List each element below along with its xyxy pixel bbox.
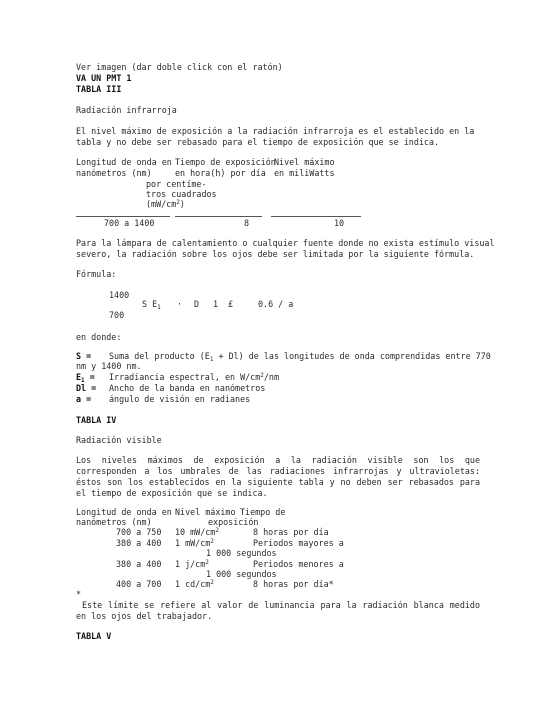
formula-lower-limit: 700	[109, 310, 125, 320]
formula-pound: £	[228, 299, 234, 309]
t3-row-wavelength: 700 a 1400	[104, 218, 155, 228]
footnote-text: Este límite se refiere al valor de luminancia para la radiación blanca medido en los ojos del trabajador.	[76, 600, 480, 621]
t3-col1-header-2: nanómetros (nm)	[76, 168, 152, 178]
t3-col3-header-5: $(mW/cm^2)$	[146, 199, 185, 209]
t4-row4-time: 8 horas por día*	[253, 579, 334, 589]
infrared-para-line-1: Para la lámpara de calentamiento o cualquier fuente donde no exista estímulo visual	[76, 238, 495, 248]
t4-col1-header-1: Longitud de onda en	[76, 507, 172, 517]
t4-row2-wavelength: 380 a 400	[116, 538, 162, 548]
t4-col3-header-2: exposición	[208, 517, 259, 527]
t4-row3-time: Periodos menores a	[253, 559, 344, 569]
t4-row2-level: 1 $mW/cm^2$	[175, 538, 214, 548]
t3-col3-header-4: tros cuadrados	[146, 189, 217, 199]
def-s-symbol: S =	[76, 351, 92, 361]
t3-rule-3	[271, 216, 361, 217]
t4-row1-time: 8 horas por día	[253, 527, 329, 537]
def-s-text-2: nm y 1400 nm.	[76, 361, 142, 371]
view-image-link[interactable]: Ver imagen (dar doble click con el ratón)	[76, 62, 283, 72]
t3-rule-2	[175, 216, 262, 217]
t3-col2-header-1: Tiempo de exposición	[175, 157, 276, 167]
infrared-heading: Radiación infrarroja	[76, 105, 177, 115]
t3-col3-header-2: en miliWatts	[274, 168, 335, 178]
def-s-text: Suma del producto $(E_1 + Dl)$ de las longitudes de onda comprendidas entre 770	[109, 351, 491, 363]
table-v-title: TABLA V	[76, 631, 112, 641]
footnote-asterisk: *	[76, 589, 82, 599]
def-dl-symbol: Dl =	[76, 383, 97, 393]
def-e1-text: Irradiancia espectral, en $W/cm^2/nm$	[109, 372, 280, 382]
t4-col1-header-2: nanómetros (nm)	[76, 517, 152, 527]
def-e1-symbol: $E_1$ =	[76, 372, 95, 384]
infrared-intro-line-1: El nivel máximo de exposición a la radiación infrarroja es el establecido en la	[76, 126, 475, 136]
visible-intro: Los niveles máximos de exposición a la radiación visible son los que corresponden a los umbrales de las radiaciones infrarrojas y ultravioletas: éstos son los establecidos en la siguiente tabla y no deben ser rebasados para el tiempo de exposición que se indica.	[76, 455, 480, 498]
t4-row1-level: 10 $mW/cm^2$	[175, 527, 219, 537]
t3-col1-header-1: Longitud de onda en	[76, 157, 172, 167]
t3-col3-header-3: por centíme-	[146, 179, 207, 189]
visible-heading: Radiación visible	[76, 435, 162, 445]
t4-row3-time-2: 1 000 segundos	[206, 569, 277, 579]
table-iv-title: TABLA IV	[76, 415, 117, 425]
t4-row2-time-2: 1 000 segundos	[206, 548, 277, 558]
t4-row3-wavelength: 380 a 400	[116, 559, 162, 569]
table-iii-title: TABLA III	[76, 84, 122, 94]
t4-row3-level: 1 $j/cm^2$	[175, 559, 209, 569]
infrared-para-line-2: severo, la radiación sobre los ojos debe ser limitada por la siguiente fórmula.	[76, 249, 475, 259]
def-a-text: ángulo de visión en radianes	[109, 394, 251, 404]
formula-upper-limit: 1400	[109, 290, 130, 300]
t4-row2-time: Periodos mayores a	[253, 538, 344, 548]
t4-col2-header-1: Nivel máximo	[175, 507, 236, 517]
t3-row-level: 10	[334, 218, 345, 228]
formula-rhs: 0.6 / a	[258, 299, 294, 309]
infrared-intro-line-2: tabla y no debe ser rebasado para el tiempo de exposición que se indica.	[76, 137, 440, 147]
t3-rule-1	[76, 216, 170, 217]
t3-row-time: 8	[244, 218, 250, 228]
formula-sum: S $E_1$	[142, 299, 161, 311]
t4-row1-wavelength: 700 a 750	[116, 527, 162, 537]
formula-one: 1	[213, 299, 219, 309]
pmt-label: VA UN PMT 1	[76, 73, 132, 83]
def-a-symbol: a =	[76, 394, 92, 404]
t3-col2-header-2: en hora(h) por día	[175, 168, 266, 178]
formula-dot: ·	[177, 299, 183, 309]
def-dl-text: Ancho de la banda en nanómetros	[109, 383, 266, 393]
where-label: en donde:	[76, 332, 122, 342]
formula-label: Fórmula:	[76, 269, 117, 279]
t4-row4-wavelength: 400 a 700	[116, 579, 162, 589]
formula-d: D	[194, 299, 200, 309]
t3-col3-header-1: Nivel máximo	[274, 157, 335, 167]
t4-row4-level: 1 $cd/cm^2$	[175, 579, 214, 589]
t4-col3-header-1: Tiempo de	[240, 507, 286, 517]
